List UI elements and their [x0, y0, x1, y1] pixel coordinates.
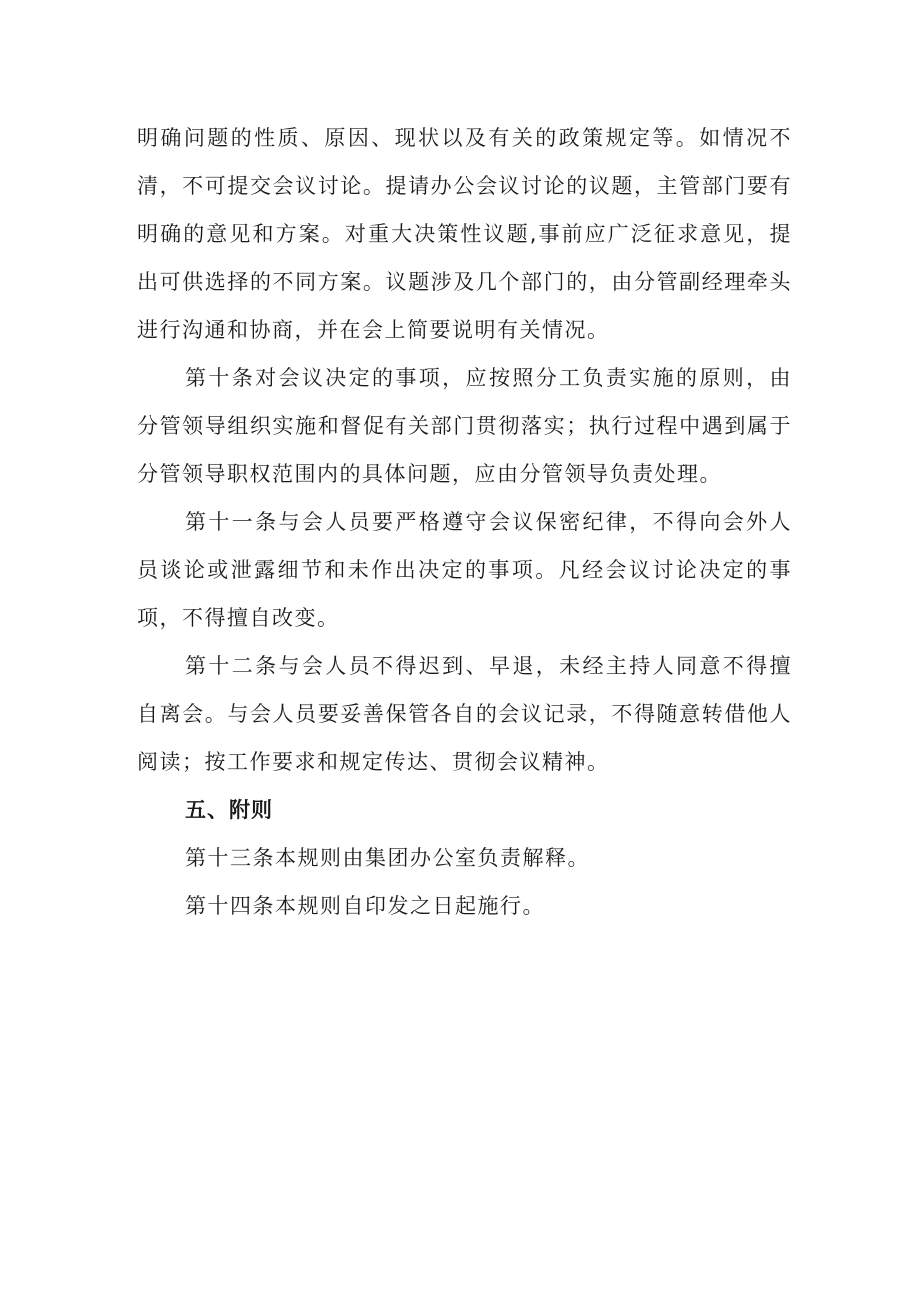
document-body [137, 114, 792, 930]
article-11: 第十一条与会人员要严格遵守会议保密纪律，不得向会外人员谈论或泄露细节和未作出决定的事项。凡经会议讨论决定的事项，不得擅自改变。 [137, 510, 792, 630]
article-10: 第十条对会议决定的事项，应按照分工负责实施的原则，由分管领导组织实施和督促有关部门贯彻落实；执行过程中遇到属于分管领导职权范围内的具体问题，应由分管领导负责处理。 [137, 366, 792, 486]
paragraph-continuation: 明确问题的性质、原因、现状以及有关的政策规定等。如情况不清，不可提交会议讨论。提请办公会议讨论的议题，主管部门要有明确的意见和方案。对重大决策性议题,事前应广泛征求意见，提出可供选择的不同方案。议题涉及几个部门的，由分管副经理牵头进行沟通和协商，并在会上简要说明有关情况。 [137, 126, 792, 342]
article-12: 第十二条与会人员不得迟到、早退，未经主持人同意不得擅自离会。与会人员要妥善保管各自的会议记录，不得随意转借他人阅读；按工作要求和规定传达、贯彻会议精神。 [137, 654, 792, 774]
article-14: 第十四条本规则自印发之日起施行。 [185, 894, 545, 918]
section-heading-supplementary: 五、附则 [185, 798, 273, 822]
article-13: 第十三条本规则由集团办公室负责解释。 [185, 846, 590, 870]
